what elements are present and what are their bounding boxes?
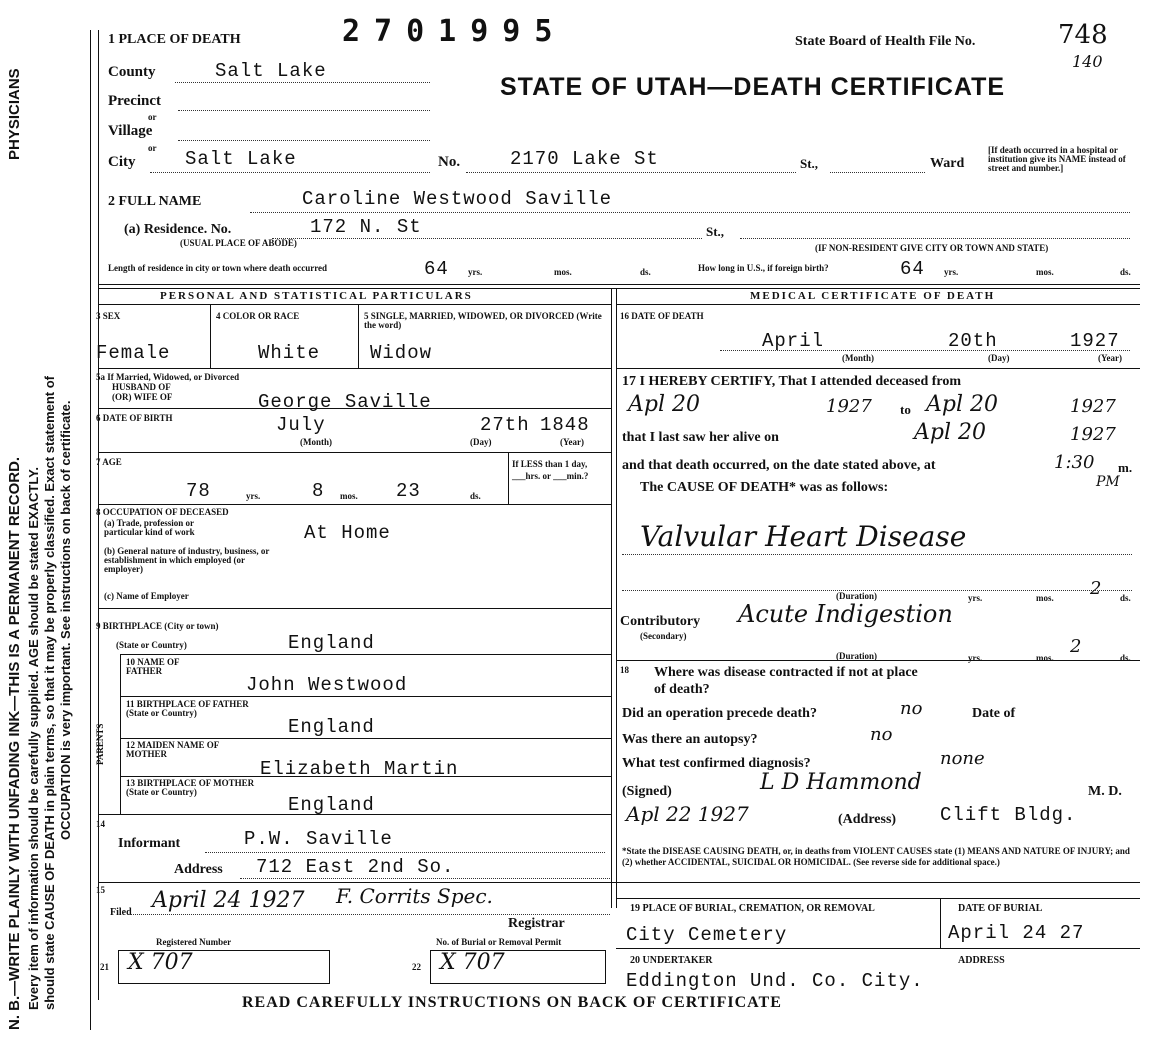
or-label-1: or bbox=[148, 112, 157, 122]
file-no-note: 140 bbox=[1072, 52, 1103, 71]
duration-yrs-1: yrs. bbox=[968, 593, 983, 603]
length-residence-value: 64 bbox=[424, 258, 449, 280]
dod-month-sub: (Month) bbox=[842, 353, 874, 363]
registered-number-value: X 707 bbox=[128, 950, 193, 975]
st-label: St., bbox=[800, 156, 819, 171]
item-14: 14 bbox=[96, 819, 105, 829]
undertaker-value: Eddington Und. Co. City. bbox=[626, 970, 924, 992]
attended-to: Apl 20 bbox=[926, 392, 998, 417]
attended-to-label: to bbox=[900, 402, 911, 417]
registered-number-label: Registered Number bbox=[156, 937, 232, 947]
sex-value: Female bbox=[96, 342, 171, 364]
age-yrs-sub: yrs. bbox=[246, 491, 261, 501]
contributory-label: Contributory bbox=[620, 614, 701, 629]
margin-line-4: OCCUPATION is very important. See instructions on back of certificate. bbox=[58, 400, 73, 840]
margin-line-2: Every item of information should be carefully supplied. AGE should be stated EXACTLY. bbox=[26, 467, 41, 1010]
time-pm: PM bbox=[1096, 474, 1120, 490]
time-m-label: m. bbox=[1118, 460, 1133, 475]
residence-value: 172 N. St bbox=[310, 216, 422, 238]
duration-value-2: 2 bbox=[1070, 636, 1082, 657]
date-of-death-day: 20th bbox=[948, 330, 998, 352]
city-value: Salt Lake bbox=[185, 148, 297, 170]
duration-label-2: (Duration) bbox=[836, 651, 877, 661]
outer-left-border bbox=[90, 30, 91, 1030]
signed-date: Apl 22 1927 bbox=[626, 802, 749, 826]
margin-instructions bbox=[0, 0, 80, 1038]
parents-side-label: PARENTS bbox=[95, 723, 105, 765]
birthplace-label: 9 BIRTHPLACE (City or town) bbox=[96, 621, 219, 631]
occupation-a-label: (a) Trade, profession or particular kind of work bbox=[104, 518, 195, 537]
burial-permit-label: No. of Burial or Removal Permit bbox=[436, 937, 562, 947]
duration-mos-2: mos. bbox=[1036, 653, 1054, 663]
sex-label: 3 SEX bbox=[96, 311, 121, 321]
birthplace-sub: (State or Country) bbox=[116, 640, 187, 650]
physician-address-label: (Address) bbox=[838, 812, 897, 827]
employer-label: (c) Name of Employer bbox=[104, 591, 189, 601]
medical-section-header: MEDICAL CERTIFICATE OF DEATH bbox=[750, 290, 996, 302]
burial-place-label: 19 PLACE OF BURIAL, CREMATION, OR REMOVAL bbox=[630, 903, 875, 914]
dob-month: July bbox=[276, 414, 326, 436]
residence-sub: (USUAL PLACE OF ABODE) bbox=[180, 238, 297, 248]
item-21: 21 bbox=[100, 962, 109, 972]
dob-label: 6 DATE OF BIRTH bbox=[96, 413, 173, 423]
time-of-death: 1:30 bbox=[1054, 452, 1095, 473]
color-label: 4 COLOR OR RACE bbox=[216, 311, 300, 321]
birthplace-value: England bbox=[288, 632, 375, 654]
undertaker-label: 20 UNDERTAKER bbox=[630, 955, 713, 966]
cause-footnote: *State the DISEASE CAUSING DEATH, or, in deaths from VIOLENT CAUSES state (1) MEANS AND NATURE OF INJURY; and (2) whether ACCIDENTAL, SUICIDAL OR HOMICIDAL. (See reverse side for additional space.) bbox=[622, 846, 1130, 867]
item-18: 18 bbox=[620, 665, 629, 675]
date-of-death-label: 16 DATE OF DEATH bbox=[620, 311, 704, 321]
duration-label-1: (Duration) bbox=[836, 591, 877, 601]
cause-of-death-label: The CAUSE OF DEATH* was as follows: bbox=[640, 480, 889, 495]
yrs-label-2: yrs. bbox=[944, 267, 959, 277]
mother-value: Elizabeth Martin bbox=[260, 758, 459, 780]
father-birthplace-value: England bbox=[288, 716, 375, 738]
test-value: none bbox=[940, 748, 985, 769]
file-no-value: 748 bbox=[1058, 20, 1108, 50]
color-value: White bbox=[258, 342, 321, 364]
age-ds-sub: ds. bbox=[470, 491, 481, 501]
contributory-value: Acute Indigestion bbox=[738, 600, 953, 628]
duration-ds-1: ds. bbox=[1120, 593, 1131, 603]
mos-label-2: mos. bbox=[1036, 267, 1054, 277]
street-no-value: 2170 Lake St bbox=[510, 148, 659, 170]
test-label: What test confirmed diagnosis? bbox=[622, 756, 811, 771]
marital-label: 5 SINGLE, MARRIED, WIDOWED, OR DIVORCED (Write the word) bbox=[364, 311, 602, 330]
date-of-label: Date of bbox=[972, 706, 1016, 721]
file-no-label: State Board of Health File No. bbox=[795, 34, 976, 49]
county-label: County bbox=[108, 64, 156, 80]
certificate-title: STATE OF UTAH—DEATH CERTIFICATE bbox=[500, 73, 1006, 101]
personal-section-header: PERSONAL AND STATISTICAL PARTICULARS bbox=[160, 290, 473, 302]
last-saw-value: Apl 20 bbox=[914, 420, 986, 445]
spouse-value: George Saville bbox=[258, 391, 432, 413]
occupation-value: At Home bbox=[304, 522, 391, 544]
md-label: M. D. bbox=[1088, 784, 1122, 799]
operation-label: Did an operation precede death? bbox=[622, 706, 817, 721]
operation-value: no bbox=[900, 698, 923, 719]
place-of-death-label: 1 PLACE OF DEATH bbox=[108, 32, 241, 47]
father-birthplace-label: 11 BIRTHPLACE OF FATHER (State or Country) bbox=[126, 699, 249, 718]
dob-day: 27th bbox=[480, 414, 530, 436]
last-saw-label: that I last saw her alive on bbox=[622, 430, 779, 445]
duration-ds-2: ds. bbox=[1120, 653, 1131, 663]
age-mos-sub: mos. bbox=[340, 491, 358, 501]
residence-label: (a) Residence. No. bbox=[124, 222, 232, 237]
city-label: City bbox=[108, 154, 136, 170]
contributory-sub: (Secondary) bbox=[640, 631, 687, 641]
footer-instructions: READ CAREFULLY INSTRUCTIONS ON BACK OF CERTIFICATE bbox=[242, 994, 782, 1011]
age-label: 7 AGE bbox=[96, 457, 122, 467]
ward-note: [If death occurred in a hospital or institution give its NAME instead of street and number.] bbox=[988, 145, 1126, 173]
filed-label: Filed bbox=[110, 907, 132, 918]
mother-label: 12 MAIDEN NAME OF MOTHER bbox=[126, 740, 219, 759]
yrs-label-1: yrs. bbox=[468, 267, 483, 277]
filed-value: April 24 1927 bbox=[152, 888, 305, 913]
informant-address-value: 712 East 2nd So. bbox=[256, 856, 455, 878]
margin-line-1b: PHYSICIANS bbox=[6, 68, 23, 160]
margin-line-1: N. B.—WRITE PLAINLY WITH UNFADING INK—THIS IS A PERMANENT RECORD. bbox=[6, 456, 23, 1030]
item-22: 22 bbox=[412, 962, 421, 972]
burial-date-label: DATE OF BURIAL bbox=[958, 903, 1043, 914]
registrar-label: Registrar bbox=[508, 916, 565, 931]
margin-line-3: should state CAUSE OF DEATH in plain terms, so that it may be properly classified. Exact statement of bbox=[42, 375, 57, 1010]
informant-label: Informant bbox=[118, 836, 181, 851]
registrar-signature: F. Corrits Spec. bbox=[336, 884, 493, 908]
burial-permit-value: X 707 bbox=[440, 950, 505, 975]
attended-from-year: 1927 bbox=[826, 396, 872, 417]
age-days: 23 bbox=[396, 480, 421, 502]
mother-birthplace-label: 13 BIRTHPLACE OF MOTHER (State or Country) bbox=[126, 778, 255, 797]
age-years: 78 bbox=[186, 480, 211, 502]
spouse-label-2: HUSBAND OF bbox=[112, 382, 171, 392]
duration-yrs-2: yrs. bbox=[968, 653, 983, 663]
residence-st: St., bbox=[706, 224, 725, 239]
certificate-number: 2701995 bbox=[342, 14, 567, 49]
duration-mos-1: mos. bbox=[1036, 593, 1054, 603]
informant-address-label: Address bbox=[174, 862, 223, 877]
mother-birthplace-value: England bbox=[288, 794, 375, 816]
last-saw-year: 1927 bbox=[1070, 424, 1116, 445]
us-label: How long in U.S., if foreign birth? bbox=[698, 263, 829, 273]
item-15: 15 bbox=[96, 885, 105, 895]
undertaker-address-label: ADDRESS bbox=[958, 955, 1005, 966]
occupation-b-label: (b) General nature of industry, business, or establishment in which employed (or employer) bbox=[104, 546, 270, 574]
death-occurred-label: and that death occurred, on the date stated above, at bbox=[622, 458, 936, 473]
informant-value: P.W. Saville bbox=[244, 828, 393, 850]
spouse-label-3: (OR) WIFE OF bbox=[112, 392, 173, 402]
attended-from: Apl 20 bbox=[628, 392, 700, 417]
dob-day-sub: (Day) bbox=[470, 437, 492, 447]
county-value: Salt Lake bbox=[215, 60, 327, 82]
full-name-label: 2 FULL NAME bbox=[108, 194, 202, 209]
where-contracted-label: Where was disease contracted if not at place of death? bbox=[654, 665, 918, 697]
certify-text: 17 I HEREBY CERTIFY, That I attended deceased from bbox=[622, 374, 962, 389]
spouse-label-1: 5a If Married, Widowed, or Divorced bbox=[96, 372, 240, 382]
burial-place-value: City Cemetery bbox=[626, 924, 788, 946]
or-label-2: or bbox=[148, 143, 157, 153]
precinct-label: Precinct bbox=[108, 93, 162, 109]
marital-value: Widow bbox=[370, 342, 433, 364]
burial-date-value: April 24 27 bbox=[948, 922, 1085, 944]
age-months: 8 bbox=[312, 480, 325, 502]
dob-month-sub: (Month) bbox=[300, 437, 332, 447]
date-of-death-year: 1927 bbox=[1070, 330, 1120, 352]
dod-year-sub: (Year) bbox=[1098, 353, 1122, 363]
signed-label: (Signed) bbox=[622, 784, 672, 799]
dob-year: 1848 bbox=[540, 414, 590, 436]
full-name-value: Caroline Westwood Saville bbox=[302, 188, 613, 210]
us-value: 64 bbox=[900, 258, 925, 280]
length-residence-label: Length of residence in city or town where death occurred bbox=[108, 263, 328, 273]
ds-label-1: ds. bbox=[640, 267, 651, 277]
autopsy-label: Was there an autopsy? bbox=[622, 732, 758, 747]
physician-signature: L D Hammond bbox=[760, 770, 922, 795]
dod-day-sub: (Day) bbox=[988, 353, 1010, 363]
residence-note: (IF NON-RESIDENT GIVE CITY OR TOWN AND STATE) bbox=[815, 243, 1049, 253]
duration-value-1: 2 bbox=[1090, 578, 1102, 599]
mos-label-1: mos. bbox=[554, 267, 572, 277]
autopsy-value: no bbox=[870, 724, 893, 745]
date-of-death-month: April bbox=[762, 330, 825, 352]
occupation-label: 8 OCCUPATION OF DECEASED bbox=[96, 507, 229, 517]
cause-of-death-value: Valvular Heart Disease bbox=[640, 520, 967, 553]
village-label: Village bbox=[108, 123, 153, 139]
dob-year-sub: (Year) bbox=[560, 437, 584, 447]
attended-to-year: 1927 bbox=[1070, 396, 1116, 417]
father-value: John Westwood bbox=[246, 674, 408, 696]
ds-label-2: ds. bbox=[1120, 267, 1131, 277]
ward-label: Ward bbox=[930, 156, 965, 171]
street-no-label: No. bbox=[438, 154, 461, 170]
if-less-label: If LESS than 1 day, ___hrs. or ___min.? bbox=[512, 459, 589, 481]
father-label: 10 NAME OF FATHER bbox=[126, 657, 180, 676]
physician-address-value: Clift Bldg. bbox=[940, 804, 1077, 826]
